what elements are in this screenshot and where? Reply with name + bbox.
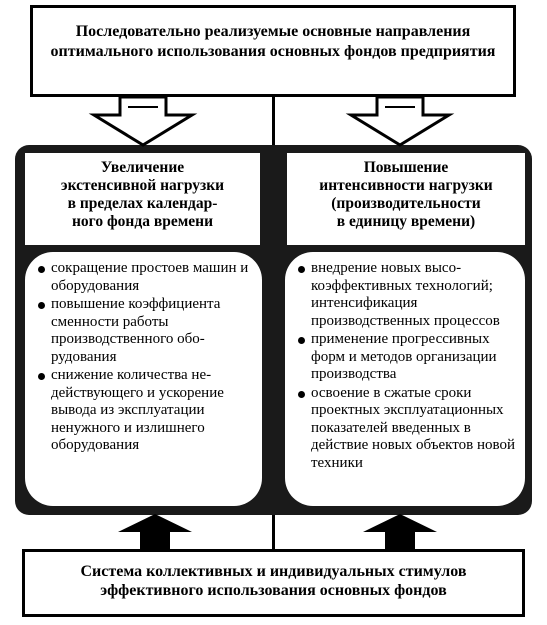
left-heading-line: Увеличение xyxy=(100,159,185,176)
incentives-system-text: Система коллективных и индивидуальных стимулов эффективного использования основных фондов xyxy=(80,563,467,599)
intensive-load-heading xyxy=(287,153,525,245)
list-item: освоение в сжатые сроки проектных эксплуатационных показателей введенных в действие новых объектов новой техники xyxy=(297,385,515,473)
right-up-arrow-icon xyxy=(355,512,445,552)
list-item: повышение коэффициента сменности работы производственного оборудования xyxy=(37,296,252,366)
extensive-measures-box xyxy=(25,252,262,506)
left-down-arrow-icon xyxy=(88,97,198,149)
list-item: применение прогрессивных форм и методов организации производства xyxy=(297,331,515,384)
left-heading-line: в пределах календар- xyxy=(67,195,218,212)
list-item: внедрение новых высокоэффективных технологий; интенсификация производственных процессов xyxy=(297,260,515,330)
intensive-measures-list xyxy=(297,260,515,472)
left-heading-line: экстенсивной нагрузки xyxy=(60,177,225,194)
incentives-system-box xyxy=(22,549,525,617)
list-item: снижение количества недействующего и ускорение вывода из эксплуатации ненужного и излишнего оборудования xyxy=(37,367,252,455)
right-heading-line: интенсивности нагрузки xyxy=(319,177,493,194)
right-down-arrow-icon xyxy=(345,97,455,149)
extensive-load-heading xyxy=(25,153,260,245)
top-goal-box xyxy=(30,5,516,97)
left-heading-line: ного фонда времени xyxy=(72,213,213,230)
intensive-measures-box xyxy=(285,252,525,506)
top-goal-text: Последовательно реализуемые основные направления оптимального использования основных фондов предприятия xyxy=(50,23,496,60)
right-heading-line: (производительности xyxy=(331,195,481,212)
list-item: сокращение простоев машин и оборудования xyxy=(37,260,252,295)
right-heading-line: Повышение xyxy=(363,159,449,176)
extensive-measures-list xyxy=(37,260,252,455)
right-heading-line: в единицу времени) xyxy=(336,213,476,230)
left-up-arrow-icon xyxy=(110,512,200,552)
